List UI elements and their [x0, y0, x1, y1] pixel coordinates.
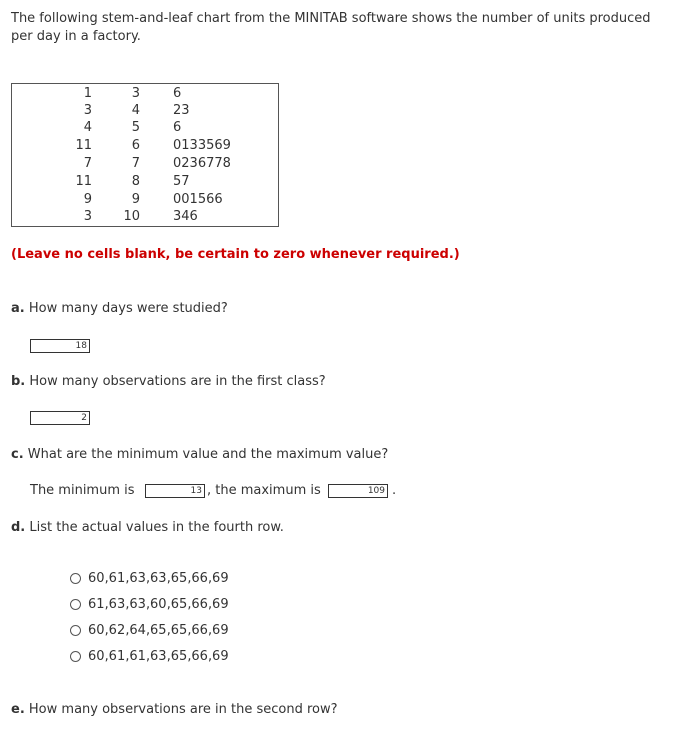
radio-button[interactable]	[70, 573, 81, 584]
question-a	[11, 300, 228, 318]
radio-button[interactable]	[70, 651, 81, 662]
radio-button[interactable]	[70, 625, 81, 636]
leaf-cell: 346	[173, 209, 198, 224]
question-text: How many observations are in the first class?	[29, 374, 326, 389]
stem-cell: 7	[131, 156, 140, 171]
depth-cell: 1	[83, 86, 92, 101]
question-text: How many observations are in the second row?	[28, 702, 338, 717]
stem-cell: 3	[131, 86, 140, 101]
question-letter: a.	[11, 301, 25, 316]
radio-button[interactable]	[70, 599, 81, 610]
depth-cell: 11	[75, 138, 92, 153]
instruction-text: (Leave no cells blank, be certain to zero whenever required.)	[11, 247, 460, 262]
depth-cell: 9	[83, 192, 92, 207]
question-letter: b.	[11, 374, 26, 389]
question-letter: c.	[11, 447, 24, 462]
depth-cell: 7	[83, 156, 92, 171]
leaf-cell: 23	[173, 103, 190, 118]
question-letter: e.	[11, 702, 25, 717]
stem-cell: 4	[131, 103, 140, 118]
question-text: What are the minimum value and the maximum value?	[27, 447, 389, 462]
option-label: 60‚61‚63‚63‚65‚66‚69	[88, 571, 229, 586]
answer-a-input[interactable]: 18	[30, 339, 90, 353]
leaf-cell: 6	[173, 120, 182, 135]
depth-cell: 3	[83, 103, 92, 118]
stem-cell: 6	[131, 138, 140, 153]
question-b	[11, 373, 326, 391]
question-text: How many days were studied?	[28, 301, 228, 316]
stem-cell: 5	[131, 120, 140, 135]
maximum-label: , the maximum is	[207, 483, 321, 498]
stem-cell: 10	[123, 209, 140, 224]
option-label: 61‚63‚63‚60‚65‚66‚69	[88, 597, 229, 612]
stem-cell: 8	[131, 174, 140, 189]
intro-text: The following stem-and-leaf chart from the MINITAB software shows the number of units produced per day in a factory.	[11, 11, 651, 44]
answer-b-input[interactable]: 2	[30, 411, 90, 425]
leaf-cell: 0133569	[173, 138, 231, 153]
question-d	[11, 519, 284, 537]
option-label: 60‚62‚64‚65‚65‚66‚69	[88, 623, 229, 638]
stem-and-leaf-chart	[11, 83, 279, 227]
question-letter: d.	[11, 520, 26, 535]
stem-cell: 9	[131, 192, 140, 207]
depth-cell: 11	[75, 174, 92, 189]
question-c	[11, 446, 388, 464]
maximum-input[interactable]: 109	[328, 484, 388, 498]
question-text: List the actual values in the fourth row.	[29, 520, 284, 535]
sentence-period: .	[392, 483, 397, 498]
leaf-cell: 57	[173, 174, 190, 189]
option-label: 60‚61‚61‚63‚65‚66‚69	[88, 649, 229, 664]
depth-cell: 3	[83, 209, 92, 224]
leaf-cell: 6	[173, 86, 182, 101]
minimum-input[interactable]: 13	[145, 484, 205, 498]
question-e	[11, 701, 338, 719]
minimum-label: The minimum is	[30, 483, 135, 498]
leaf-cell: 0236778	[173, 156, 231, 171]
leaf-cell: 001566	[173, 192, 223, 207]
depth-cell: 4	[83, 120, 92, 135]
